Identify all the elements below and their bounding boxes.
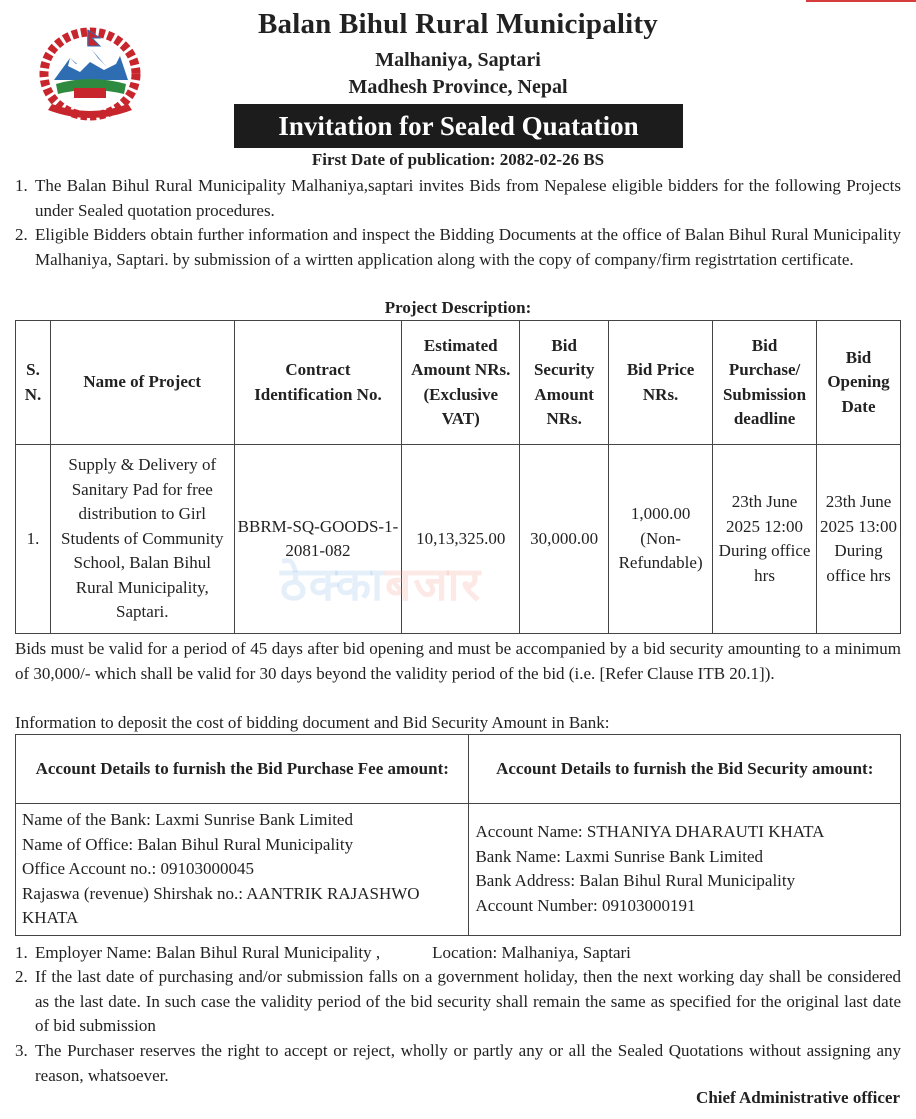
table-cell: 1.	[16, 445, 51, 634]
account-body-row	[16, 804, 901, 936]
intro-item-number: 2.	[15, 225, 28, 244]
purchase-fee-details	[16, 804, 469, 936]
validity-text: Bids must be valid for a period of 45 days after bid opening and must be accompanied by a bid security amounting to a minimum of 30,000/- which shall be valid for 30 days beyond the validity period of the bid (i.e. [Refer Clause ITB 20.1]).	[15, 639, 901, 683]
column-header: Bid Purchase/ Submission deadline	[713, 321, 817, 445]
security-detail-line: Account Number: 09103000191	[475, 895, 696, 915]
employer-location: Location: Malhaniya, Saptari	[432, 943, 631, 962]
intro-item-text: The Balan Bihul Rural Municipality Malhaniya,saptari invites Bids from Nepalese eligible bidders for the following Projects under Sealed quotation procedures.	[35, 176, 901, 220]
intro-item-1	[15, 174, 901, 223]
employer-name: Employer Name: Balan Bihul Rural Municipality ,	[35, 943, 381, 962]
intro-item-text: Eligible Bidders obtain further information and inspect the Bidding Documents at the office of Balan Bihul Rural Municipality Malhaniya, Saptari. by submission of a wirtten application along with the copy of company/firm registrtation certificate.	[35, 225, 901, 269]
note-item-3	[15, 1039, 901, 1088]
purchase-detail-line: Rajaswa (revenue) Shirshak no.: AANTRIK RAJASHWO KHATA	[22, 883, 420, 927]
province-name: Madhesh Province, Nepal	[348, 76, 568, 98]
purchase-fee-header: Account Details to furnish the Bid Purchase Fee amount:	[16, 735, 469, 804]
watermark-part-1: ठेक्का	[280, 557, 386, 611]
column-header: Bid Opening Date	[817, 321, 901, 445]
watermark-part-2: बजार	[385, 557, 483, 611]
column-header: S. N.	[16, 321, 51, 445]
note-item-text: If the last date of purchasing and/or submission falls on a government holiday, then the next working day shall be considered as the last date. In such case the validity period of the bid security shall remain the same as specified for the original last date of bid submission	[35, 967, 901, 1035]
project-description-heading: Project Description:	[384, 298, 532, 317]
column-header: Bid Security Amount NRs.	[520, 321, 609, 445]
security-detail-line: Account Name: STHANIYA DHARAUTI KHATA	[475, 822, 825, 842]
note-item-text: The Purchaser reserves the right to accept or reject, wholly or partly any or all the Sealed Quotations without assigning any reason, whatsoever.	[35, 1041, 901, 1085]
column-header: Bid Price NRs.	[609, 321, 713, 445]
table-header-row	[16, 321, 901, 445]
notice-title: Invitation for Sealed Quatation	[234, 104, 683, 148]
security-detail-line: Bank Name: Laxmi Sunrise Bank Limited	[475, 846, 763, 866]
municipality-location: Malhaniya, Saptari	[375, 49, 541, 71]
nepal-emblem-icon	[30, 22, 160, 122]
column-header: Name of Project	[50, 321, 234, 445]
table-cell: 23th June 2025 13:00 During office hrs	[817, 445, 901, 634]
note-item-number: 3.	[15, 1041, 28, 1060]
table-cell: Supply & Delivery of Sanitary Pad for free distribution to Girl Students of Community School, Balan Bihul Rural Municipality, Saptari.	[50, 445, 234, 634]
watermark	[280, 552, 482, 614]
table-cell: BBRM-SQ-GOODS-1-2081-082	[234, 445, 402, 634]
table-cell: 10,13,325.00	[402, 445, 520, 634]
note-item-2	[15, 965, 901, 1039]
purchase-detail-line: Name of the Bank: Laxmi Sunrise Bank Limited	[22, 810, 353, 829]
bid-security-header: Account Details to furnish the Bid Security amount:	[469, 735, 901, 804]
note-item-number: 1.	[15, 943, 28, 962]
note-item-number: 2.	[15, 967, 28, 986]
column-header: Contract Identification No.	[234, 321, 402, 445]
table-cell: 30,000.00	[520, 445, 609, 634]
municipality-name: Balan Bihul Rural Municipality	[257, 8, 658, 40]
bank-info-intro: Information to deposit the cost of bidding document and Bid Security Amount in Bank:	[15, 713, 610, 732]
security-detail-line: Bank Address: Balan Bihul Rural Municipality	[475, 871, 796, 891]
note-item-line	[35, 941, 901, 966]
purchase-detail-line: Name of Office: Balan Bihul Rural Municipality	[22, 834, 354, 854]
table-cell: 1,000.00 (Non-Refundable)	[609, 445, 713, 634]
intro-item-2	[15, 223, 901, 272]
bid-security-details	[469, 804, 901, 936]
signature-title: Chief Administrative officer	[696, 1088, 900, 1107]
purchase-detail-line: Office Account no.: 09103000045	[22, 859, 254, 878]
top-accent-line	[806, 0, 916, 2]
account-details-table	[15, 734, 901, 936]
intro-item-number: 1.	[15, 176, 28, 195]
publication-date: First Date of publication: 2082-02-26 BS	[311, 150, 605, 169]
account-header-row	[16, 735, 901, 804]
note-item-1	[15, 941, 901, 966]
column-header: Estimated Amount NRs. (Exclusive VAT)	[402, 321, 520, 445]
table-cell: 23th June 2025 12:00 During office hrs	[713, 445, 817, 634]
